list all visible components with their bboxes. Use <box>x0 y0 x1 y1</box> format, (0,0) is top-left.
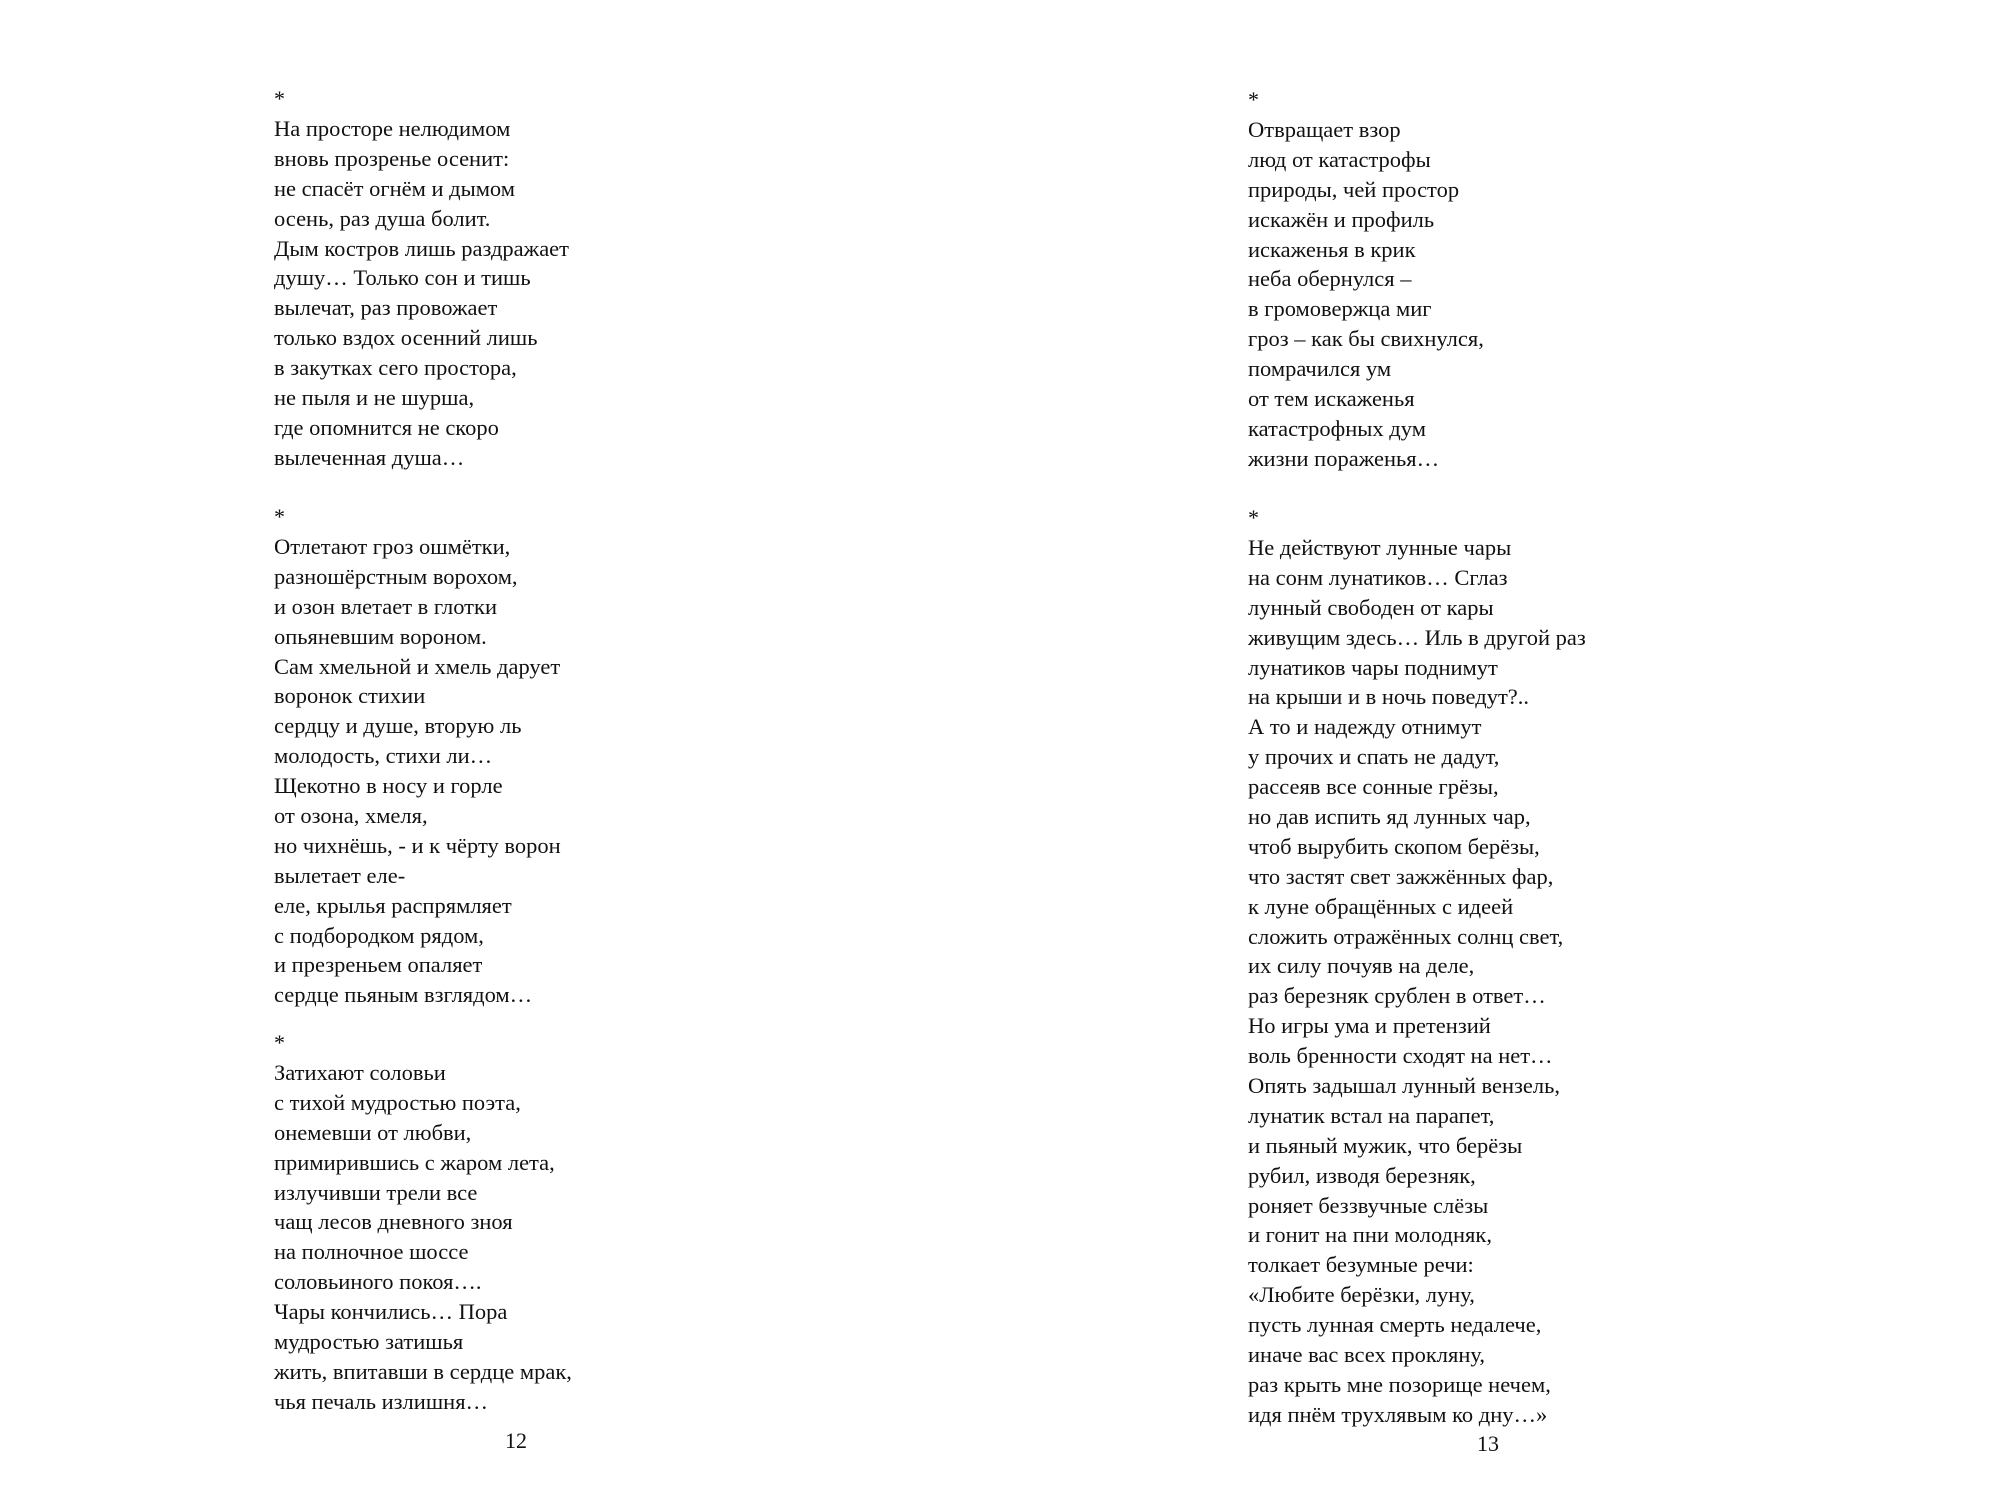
poem-line: Но игры ума и претензий <box>1248 1013 1491 1039</box>
poem-line: и озон влетает в глотки <box>274 593 497 619</box>
poem-line: сердце пьяным взглядом… <box>274 982 533 1008</box>
poem-line: жить, впитавши в сердце мрак, <box>274 1358 572 1384</box>
poem-line: сердцу и душе, вторую ль <box>274 713 522 739</box>
poem-line: природы, чей простор <box>1248 176 1460 202</box>
poem-line: искажён и профиль <box>1248 206 1435 232</box>
poem-line: Не действуют лунные чары <box>1248 535 1512 560</box>
poem-line: «Любите берёзки, луну, <box>1248 1282 1475 1308</box>
poem-line: от озона, хмеля, <box>274 803 428 829</box>
poem-line: с подбородком рядом, <box>274 922 484 948</box>
poem-line: душу… Только сон и тишь <box>274 265 531 291</box>
poem-line: еле, крылья распрямляет <box>274 892 512 918</box>
poem-line: чащ лесов дневного зноя <box>274 1209 513 1235</box>
poem-line: вылеченная душа… <box>274 444 465 470</box>
poem-line: идя пнём трухлявым ко дну…» <box>1248 1401 1548 1427</box>
poem-line: излучивши трели все <box>274 1179 478 1205</box>
poem-line: Щекотно в носу и горле <box>274 773 503 799</box>
poem-line: онемевши от любви, <box>274 1119 472 1145</box>
poem-line: воронок стихии <box>274 683 426 709</box>
poem-line: люд от катастрофы <box>1248 146 1431 172</box>
stanza-marker: * <box>1248 87 1259 112</box>
poem-line: Сам хмельной и хмель дарует <box>274 653 561 679</box>
poem-line: и пьяный мужик, что берёзы <box>1248 1132 1523 1158</box>
stanza-marker: * <box>274 504 285 529</box>
poem-line: где опомнится не скоро <box>274 414 499 440</box>
poem-line: разношёрстным ворохом, <box>274 563 518 589</box>
poem-line: лунатиков чары поднимут <box>1248 654 1498 680</box>
poem-stanza <box>274 84 569 473</box>
poem-line: вылетает еле- <box>274 862 406 888</box>
poem-line: На просторе нелюдимом <box>274 116 511 141</box>
poem-line: примирившись с жаром лета, <box>274 1149 555 1175</box>
poem-line: лунный свободен от кары <box>1248 594 1494 620</box>
poem-line: вылечат, раз провожает <box>274 295 498 321</box>
poem-line: на сонм лунатиков… Сглаз <box>1248 564 1508 590</box>
poem-line: Дым костров лишь раздражает <box>274 235 570 261</box>
poem-line: но дав испить яд лунных чар, <box>1248 804 1531 830</box>
poem-line: только вздох осенний лишь <box>274 325 538 351</box>
right-page <box>1000 0 2000 1505</box>
poem-line: раз крыть мне позорище нечем, <box>1248 1371 1551 1397</box>
poem-line: на крыши и в ночь поведут?.. <box>1248 684 1530 710</box>
poem-line: на полночное шоссе <box>274 1239 469 1265</box>
poem-line: гроз – как бы свихнулся, <box>1248 326 1484 352</box>
page-number: 12 <box>505 1428 527 1453</box>
poem-line: жизни пораженья… <box>1248 445 1440 471</box>
poem-line: и презреньем опаляет <box>274 952 483 978</box>
poem-line: вновь прозренье осенит: <box>274 145 510 171</box>
poem-line: мудростью затишья <box>274 1329 464 1355</box>
poem-line: не спасёт огнём и дымом <box>274 175 515 201</box>
poem-stanza <box>1248 85 1484 474</box>
poem-stanza <box>274 1028 572 1417</box>
poem-line: рассеяв все сонные грёзы, <box>1248 774 1499 800</box>
poem-line: опьяневшим вороном. <box>274 623 487 649</box>
poem-line: и гонит на пни молодняк, <box>1248 1222 1492 1248</box>
poem-line: сложить отражённых солнц свет, <box>1248 923 1564 949</box>
poem-line: с тихой мудростью поэта, <box>274 1089 521 1115</box>
poem-line: Отвращает взор <box>1248 117 1401 142</box>
page-number: 13 <box>1477 1431 1499 1456</box>
poem-line: соловьиного покоя…. <box>274 1269 482 1295</box>
poem-line: рубил, изводя березняк, <box>1248 1162 1476 1188</box>
poem-line: А то и надежду отнимут <box>1248 714 1482 740</box>
poem-line: искаженья в крик <box>1248 236 1416 262</box>
poem-line: не пыля и не шурша, <box>274 385 475 411</box>
poem-line: Чары кончились… Пора <box>274 1299 508 1325</box>
poem-line: чья печаль излишня… <box>274 1388 489 1414</box>
poem-line: у прочих и спать не дадут, <box>1248 744 1500 770</box>
stanza-marker: * <box>1248 505 1259 530</box>
poem-stanza <box>1248 503 1586 1430</box>
poem-line: что застят свет зажжённых фар, <box>1248 863 1554 889</box>
poem-line: молодость, стихи ли… <box>274 743 493 769</box>
poem-line: от тем искаженья <box>1248 386 1415 412</box>
poem-line: пусть лунная смерть недалече, <box>1248 1312 1542 1338</box>
stanza-marker: * <box>274 1030 285 1055</box>
stanza-marker: * <box>274 86 285 111</box>
poem-line: Опять задышал лунный вензель, <box>1248 1073 1561 1099</box>
poem-line: к луне обращённых с идеей <box>1248 893 1514 919</box>
poem-line: Затихают соловьи <box>274 1060 446 1085</box>
poem-line: иначе вас всех прокляну, <box>1248 1342 1486 1368</box>
poem-line: воль бренности сходят на нет… <box>1248 1043 1553 1069</box>
poem-line: в громовержца миг <box>1248 296 1432 322</box>
poem-line: в закутках сего простора, <box>274 355 517 381</box>
poem-line: роняет беззвучные слёзы <box>1248 1192 1489 1218</box>
poem-line: раз березняк срублен в ответ… <box>1248 983 1546 1009</box>
poem-line: осень, раз душа болит. <box>274 205 491 231</box>
poem-line: но чихнёшь, - и к чёрту ворон <box>274 832 561 858</box>
poem-stanza <box>274 502 561 1010</box>
poem-line: помрачился ум <box>1248 356 1392 382</box>
poem-line: неба обернулся – <box>1248 266 1412 292</box>
poem-line: чтоб вырубить скопом берёзы, <box>1248 833 1540 859</box>
poem-line: Отлетают гроз ошмётки, <box>274 534 511 559</box>
poem-line: их силу почуяв на деле, <box>1248 953 1475 979</box>
poem-line: живущим здесь… Иль в другой раз <box>1248 624 1586 650</box>
poem-line: катастрофных дум <box>1248 415 1426 441</box>
poem-line: толкает безумные речи: <box>1248 1252 1474 1278</box>
poem-line: лунатик встал на парапет, <box>1248 1102 1495 1128</box>
